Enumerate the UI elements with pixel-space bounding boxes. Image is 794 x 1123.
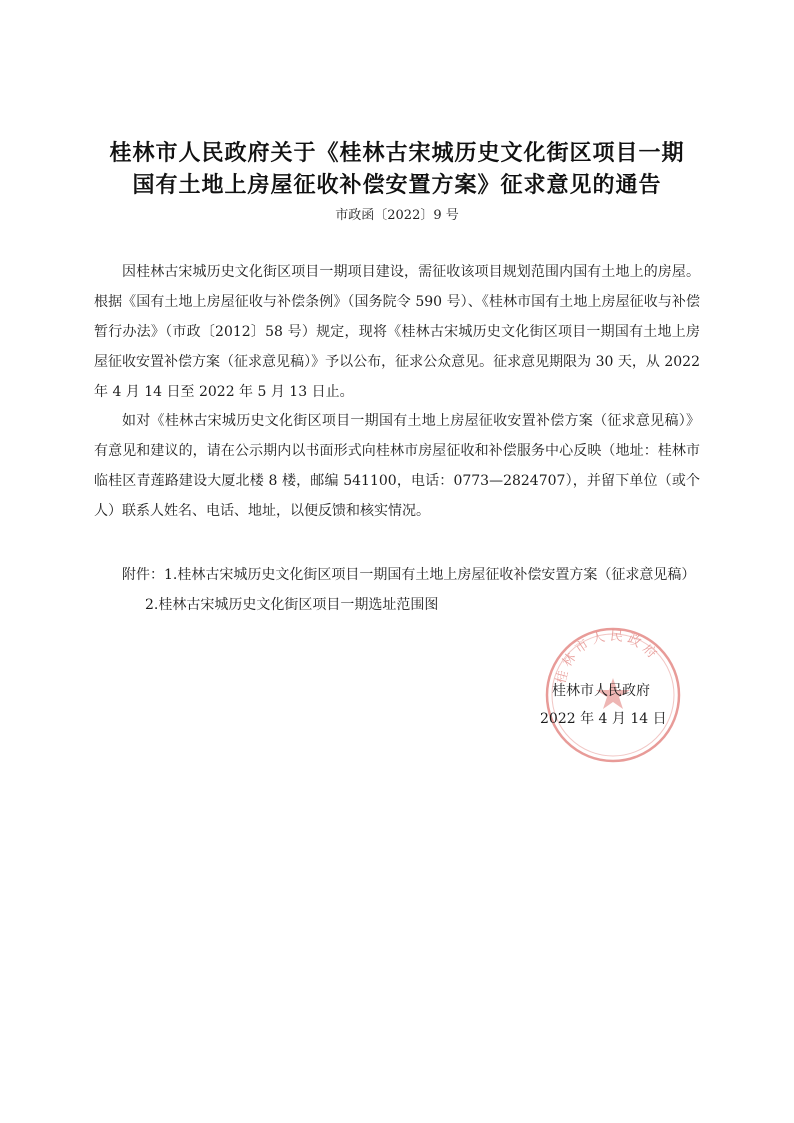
document-title-line1: 桂林市人民政府关于《桂林古宋城历史文化街区项目一期	[109, 141, 685, 166]
body-paragraph-2	[94, 406, 700, 526]
document-number: 市政函〔2022〕9 号	[335, 208, 459, 223]
document-title-line2: 国有土地上房屋征收补偿安置方案》征求意见的通告	[132, 173, 662, 198]
signature-date: 2022 年 4 月 14 日	[540, 711, 667, 727]
signature-organization: 桂林市人民政府	[552, 683, 650, 699]
attachment-1: 附件：1.桂林古宋城历史文化街区项目一期国有土地上房屋征收补偿安置方案（征求意见稿）	[122, 567, 696, 583]
attachment-2: 2.桂林古宋城历史文化街区项目一期选址范围图	[145, 597, 439, 613]
paragraph-text: 如对《桂林古宋城历史文化街区项目一期国有土地上房屋征收安置补偿方案（征求意见稿）》有意见和建议的，请在公示期内以书面形式向桂林市房屋征收和补偿服务中心反映（地址：桂林市临桂区青莲路建设大厦北楼 8 楼，邮编 541100，电话：0773—2824707），并留下单位（或个人）联系人姓名、电话、地址，以便反馈和核实情况。	[94, 413, 700, 519]
body-paragraph-1	[94, 257, 700, 407]
svg-text:桂林市人民政府: 桂林市人民政府	[553, 628, 662, 686]
paragraph-text: 因桂林古宋城历史文化街区项目一期项目建设，需征收该项目规划范围内国有土地上的房屋。根据《国有土地上房屋征收与补偿条例》（国务院令 590 号）、《桂林市国有土地上房屋征收与补偿暂行办法》（市政〔2012〕58 号）规定，现将《桂林古宋城历史文化街区项目一期国有土地上房屋征收安置补偿方案（征求意见稿）》予以公布，征求公众意见。征求意见期限为 30 天，从 2022 年 4 月 14 日至 2022 年 5 月 13 日止。	[94, 264, 700, 400]
